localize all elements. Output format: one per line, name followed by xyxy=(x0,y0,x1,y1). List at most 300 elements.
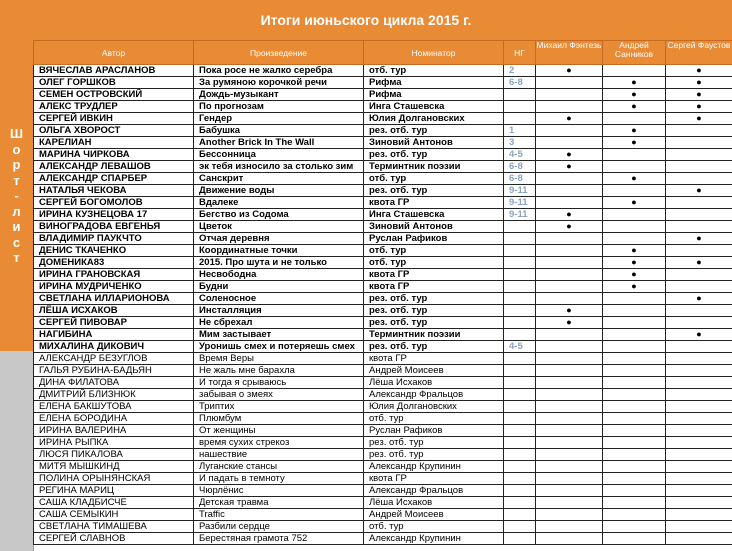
side-letter: Ш xyxy=(9,126,24,141)
empty-cell xyxy=(536,389,603,401)
empty-cell xyxy=(666,533,732,545)
author-cell: ВИНОГРАДОВА ЕВГЕНЬЯ xyxy=(34,221,194,233)
work-cell: Чюрлёнис xyxy=(194,485,364,497)
empty-cell xyxy=(603,437,666,449)
side-letter: л xyxy=(12,203,21,219)
nominator-cell: Лёша Исхаков xyxy=(364,497,504,509)
table-row xyxy=(34,221,732,233)
empty-cell xyxy=(666,377,732,389)
author-cell: ЛЮСЯ ПИКАЛОВА xyxy=(34,449,194,461)
nominator-cell: Юлия Долгановских xyxy=(364,113,504,125)
author-cell: ПОЛИНА ОРЫНЯНСКАЯ xyxy=(34,473,194,485)
work-cell: По прогнозам xyxy=(194,101,364,113)
empty-cell xyxy=(536,353,603,365)
juror3-mark: ● xyxy=(666,329,732,341)
table-row xyxy=(34,245,732,257)
nominator-cell: квота ГР xyxy=(364,473,504,485)
side-letter: и xyxy=(12,219,21,234)
juror2-mark xyxy=(603,341,666,353)
nominator-cell: Терминтник поэзии xyxy=(364,329,504,341)
author-cell: МИХАЛИНА ДИКОВИЧ xyxy=(34,341,194,353)
author-cell: АЛЕКС ТРУДЛЕР xyxy=(34,101,194,113)
empty-cell xyxy=(603,533,666,545)
work-cell: Берестяная грамота 752 xyxy=(194,533,364,545)
table-row xyxy=(34,461,732,473)
table-row xyxy=(34,521,732,533)
juror2-mark: ● xyxy=(603,281,666,293)
author-cell: НАГИБИНА xyxy=(34,329,194,341)
nominator-cell: квота ГР xyxy=(364,281,504,293)
author-cell: АЛЕКСАНДР ЛЕВАШОВ xyxy=(34,161,194,173)
author-cell: СВЕТЛАНА ТИМАШЕВА xyxy=(34,521,194,533)
empty-cell xyxy=(536,473,603,485)
table-row xyxy=(34,353,732,365)
author-cell: ДМИТРИЙ БЛИЗНЮК xyxy=(34,389,194,401)
author-cell: ОЛЕГ ГОРШКОВ xyxy=(34,77,194,89)
juror1-mark xyxy=(536,245,603,257)
nominator-cell: Терминтник поэзии xyxy=(364,161,504,173)
table-row xyxy=(34,449,732,461)
juror3-mark xyxy=(666,305,732,317)
ng-cell: 2 xyxy=(504,65,536,77)
nominator-cell: Александр Крупинин xyxy=(364,533,504,545)
nominator-cell: Андрей Моисеев xyxy=(364,365,504,377)
empty-cell xyxy=(536,461,603,473)
ng-cell xyxy=(504,305,536,317)
side-letter: т xyxy=(13,172,20,188)
juror2-mark: ● xyxy=(603,173,666,185)
juror3-mark xyxy=(666,137,732,149)
author-cell: РЕГИНА МАРИЦ xyxy=(34,485,194,497)
nominator-cell: Лёша Исхаков xyxy=(364,377,504,389)
table-row xyxy=(34,377,732,389)
table-row xyxy=(34,413,732,425)
ng-cell: 9-11 xyxy=(504,185,536,197)
juror3-mark: ● xyxy=(666,257,732,269)
author-cell: ИРИНА ГРАНОВСКАЯ xyxy=(34,269,194,281)
juror2-mark xyxy=(603,149,666,161)
juror3-mark xyxy=(666,149,732,161)
author-cell: СЕРГЕЙ СЛАВНОВ xyxy=(34,533,194,545)
author-cell: САША КЛАДБИСЧЕ xyxy=(34,497,194,509)
juror1-mark xyxy=(536,329,603,341)
col-juror2: Андрей Санников xyxy=(603,41,666,65)
juror3-mark: ● xyxy=(666,233,732,245)
short-list-label xyxy=(0,126,33,266)
empty-cell xyxy=(603,401,666,413)
nominator-cell: Зиновий Антонов xyxy=(364,221,504,233)
nominator-cell: рез. отб. тур xyxy=(364,125,504,137)
ng-cell xyxy=(504,317,536,329)
juror2-mark: ● xyxy=(603,77,666,89)
empty-cell xyxy=(666,497,732,509)
ng-cell: 4-5 xyxy=(504,149,536,161)
results-table xyxy=(33,40,732,545)
ng-cell xyxy=(504,257,536,269)
empty-cell xyxy=(536,377,603,389)
nominator-cell: Инга Сташевска xyxy=(364,101,504,113)
juror1-mark xyxy=(536,77,603,89)
table-row xyxy=(34,113,732,125)
author-cell: КАРЕЛИАН xyxy=(34,137,194,149)
work-cell: Гендер xyxy=(194,113,364,125)
work-cell: Цветок xyxy=(194,221,364,233)
ng-cell: 1 xyxy=(504,125,536,137)
juror1-mark: ● xyxy=(536,149,603,161)
juror3-mark: ● xyxy=(666,113,732,125)
table-row xyxy=(34,389,732,401)
empty-cell xyxy=(504,389,536,401)
empty-cell xyxy=(603,365,666,377)
empty-cell xyxy=(536,425,603,437)
empty-cell xyxy=(603,509,666,521)
juror3-mark xyxy=(666,341,732,353)
author-cell: НАТАЛЬЯ ЧЕКОВА xyxy=(34,185,194,197)
work-cell: Вдалеке xyxy=(194,197,364,209)
author-cell: ДОМЕНИКА83 xyxy=(34,257,194,269)
ng-cell xyxy=(504,221,536,233)
juror2-mark xyxy=(603,221,666,233)
col-ng: НГ xyxy=(504,41,536,65)
table-row xyxy=(34,173,732,185)
empty-cell xyxy=(603,461,666,473)
work-cell: Движение воды xyxy=(194,185,364,197)
juror3-mark xyxy=(666,317,732,329)
empty-cell xyxy=(504,521,536,533)
empty-cell xyxy=(603,473,666,485)
nominator-cell: рез. отб. тур xyxy=(364,317,504,329)
juror3-mark: ● xyxy=(666,65,732,77)
table-row xyxy=(34,125,732,137)
table-row xyxy=(34,425,732,437)
work-cell: Соленосное xyxy=(194,293,364,305)
author-cell: ИРИНА КУЗНЕЦОВА 17 xyxy=(34,209,194,221)
col-author: Автор xyxy=(34,41,194,65)
author-cell: АЛЕКСАНДР СПАРБЕР xyxy=(34,173,194,185)
empty-cell xyxy=(536,521,603,533)
juror3-mark xyxy=(666,161,732,173)
ng-cell xyxy=(504,101,536,113)
col-nominator: Номинатор xyxy=(364,41,504,65)
author-cell: СВЕТЛАНА ИЛЛАРИОНОВА xyxy=(34,293,194,305)
empty-cell xyxy=(666,473,732,485)
nominator-cell: квота ГР xyxy=(364,353,504,365)
nominator-cell: квота ГР xyxy=(364,269,504,281)
author-cell: ВЯЧЕСЛАВ АРАСЛАНОВ xyxy=(34,65,194,77)
nominator-cell: отб. тур xyxy=(364,413,504,425)
work-cell: Координатные точки xyxy=(194,245,364,257)
col-juror3: Сергей Фаустов xyxy=(666,41,732,65)
juror2-mark xyxy=(603,305,666,317)
ng-cell xyxy=(504,89,536,101)
work-cell: эк тебя износило за столько зим xyxy=(194,161,364,173)
juror2-mark: ● xyxy=(603,257,666,269)
ng-cell: 9-11 xyxy=(504,209,536,221)
table-row xyxy=(34,233,732,245)
ng-cell xyxy=(504,233,536,245)
nominator-cell: рез. отб. тур xyxy=(364,185,504,197)
work-cell: Не сбрехал xyxy=(194,317,364,329)
juror3-mark: ● xyxy=(666,89,732,101)
nominator-cell: рез. отб. тур xyxy=(364,149,504,161)
author-cell: ДИНА ФИЛАТОВА xyxy=(34,377,194,389)
author-cell: ЕЛЕНА БАКШУТОВА xyxy=(34,401,194,413)
empty-cell xyxy=(504,449,536,461)
empty-cell xyxy=(603,449,666,461)
juror1-mark: ● xyxy=(536,161,603,173)
table-row xyxy=(34,293,732,305)
juror3-mark xyxy=(666,209,732,221)
juror3-mark: ● xyxy=(666,77,732,89)
juror1-mark: ● xyxy=(536,209,603,221)
nominator-cell: рез. отб. тур xyxy=(364,293,504,305)
empty-cell xyxy=(666,401,732,413)
table-row xyxy=(34,89,732,101)
work-cell: Отчая деревня xyxy=(194,233,364,245)
table-row xyxy=(34,77,732,89)
empty-cell xyxy=(504,473,536,485)
empty-cell xyxy=(536,413,603,425)
empty-cell xyxy=(603,485,666,497)
empty-cell xyxy=(536,401,603,413)
empty-cell xyxy=(603,497,666,509)
author-cell: ИРИНА РЫПКА xyxy=(34,437,194,449)
author-cell: СЕРГЕЙ ИВКИН xyxy=(34,113,194,125)
work-cell: Бабушка xyxy=(194,125,364,137)
nominator-cell: рез. отб. тур xyxy=(364,341,504,353)
author-cell: АЛЕКСАНДР БЕЗУГЛОВ xyxy=(34,353,194,365)
table-row xyxy=(34,197,732,209)
table-row xyxy=(34,401,732,413)
empty-cell xyxy=(666,413,732,425)
table-row xyxy=(34,269,732,281)
work-cell: Дождь-музыкант xyxy=(194,89,364,101)
empty-cell xyxy=(666,437,732,449)
nominator-cell: Инга Сташевска xyxy=(364,209,504,221)
table-header xyxy=(34,41,732,65)
work-cell: Another Brick In The Wall xyxy=(194,137,364,149)
work-cell: Пока росе не жалко серебра xyxy=(194,65,364,77)
empty-cell xyxy=(536,485,603,497)
juror1-mark xyxy=(536,293,603,305)
nominator-cell: Зиновий Антонов xyxy=(364,137,504,149)
table-row xyxy=(34,137,732,149)
work-cell: Не жаль мне барахла xyxy=(194,365,364,377)
juror1-mark xyxy=(536,233,603,245)
juror2-mark xyxy=(603,65,666,77)
work-cell: За румяною корочкой речи xyxy=(194,77,364,89)
empty-cell xyxy=(536,437,603,449)
juror1-mark: ● xyxy=(536,221,603,233)
table-row xyxy=(34,209,732,221)
empty-cell xyxy=(603,413,666,425)
table-row xyxy=(34,365,732,377)
work-cell: И тогда я срываюсь xyxy=(194,377,364,389)
nominator-cell: Андрей Моисеев xyxy=(364,509,504,521)
juror2-mark xyxy=(603,233,666,245)
empty-cell xyxy=(666,425,732,437)
juror1-mark xyxy=(536,125,603,137)
work-cell: забывая о змеях xyxy=(194,389,364,401)
work-cell: Плюмбум xyxy=(194,413,364,425)
work-cell: Мим застывает xyxy=(194,329,364,341)
work-cell: И падать в темноту xyxy=(194,473,364,485)
table-row xyxy=(34,533,732,545)
ng-cell: 9-11 xyxy=(504,197,536,209)
empty-cell xyxy=(504,533,536,545)
work-cell: От женщины xyxy=(194,425,364,437)
juror2-mark: ● xyxy=(603,137,666,149)
nominator-cell: рез. отб. тур xyxy=(364,449,504,461)
juror2-mark xyxy=(603,209,666,221)
work-cell: Детская травма xyxy=(194,497,364,509)
juror1-mark xyxy=(536,257,603,269)
juror2-mark: ● xyxy=(603,269,666,281)
col-work: Произведение xyxy=(194,41,364,65)
side-letter: р xyxy=(12,157,21,172)
juror3-mark xyxy=(666,269,732,281)
nominator-cell: отб. тур xyxy=(364,245,504,257)
juror1-mark xyxy=(536,173,603,185)
empty-cell xyxy=(666,353,732,365)
author-cell: ИРИНА МУДРИЧЕНКО xyxy=(34,281,194,293)
table-row xyxy=(34,161,732,173)
page-title: Итоги июньского цикла 2015 г. xyxy=(0,0,732,41)
nominator-cell: отб. тур xyxy=(364,65,504,77)
juror3-mark: ● xyxy=(666,293,732,305)
empty-cell xyxy=(504,461,536,473)
nominator-cell: отб. тур xyxy=(364,173,504,185)
col-juror1: Михаил Фэнтезь xyxy=(536,41,603,65)
nominator-cell: Александр Крупинин xyxy=(364,461,504,473)
juror1-mark xyxy=(536,197,603,209)
juror1-mark xyxy=(536,269,603,281)
juror1-mark xyxy=(536,281,603,293)
juror2-mark xyxy=(603,185,666,197)
empty-cell xyxy=(536,449,603,461)
work-cell: Инсталляция xyxy=(194,305,364,317)
table-row xyxy=(34,509,732,521)
empty-cell xyxy=(536,533,603,545)
table-row xyxy=(34,317,732,329)
empty-cell xyxy=(504,509,536,521)
work-cell: Время Веры xyxy=(194,353,364,365)
empty-cell xyxy=(666,509,732,521)
empty-cell xyxy=(536,509,603,521)
table-row xyxy=(34,257,732,269)
juror2-mark: ● xyxy=(603,197,666,209)
juror3-mark xyxy=(666,221,732,233)
juror2-mark: ● xyxy=(603,125,666,137)
empty-cell xyxy=(536,497,603,509)
ng-cell: 4-5 xyxy=(504,341,536,353)
author-cell: СЕРГЕЙ ПИВОВАР xyxy=(34,317,194,329)
side-letter: о xyxy=(12,141,21,157)
empty-cell xyxy=(536,365,603,377)
juror3-mark xyxy=(666,125,732,137)
juror2-mark: ● xyxy=(603,89,666,101)
author-cell: МАРИНА ЧИРКОВА xyxy=(34,149,194,161)
juror2-mark: ● xyxy=(603,101,666,113)
ng-cell: 6-8 xyxy=(504,161,536,173)
nominator-cell: Руслан Рафиков xyxy=(364,425,504,437)
empty-cell xyxy=(666,449,732,461)
table-row xyxy=(34,65,732,77)
author-cell: ОЛЬГА ХВОРОСТ xyxy=(34,125,194,137)
table-row xyxy=(34,437,732,449)
work-cell: время сухих стрекоз xyxy=(194,437,364,449)
juror2-mark: ● xyxy=(603,245,666,257)
author-cell: СЕРГЕЙ БОГОМОЛОВ xyxy=(34,197,194,209)
empty-cell xyxy=(603,425,666,437)
nominator-cell: Рифма xyxy=(364,77,504,89)
table-row xyxy=(34,281,732,293)
ng-cell: 6-8 xyxy=(504,173,536,185)
empty-cell xyxy=(504,425,536,437)
work-cell: Traffic xyxy=(194,509,364,521)
long-list-sidebar xyxy=(0,351,34,551)
juror2-mark xyxy=(603,317,666,329)
empty-cell xyxy=(603,389,666,401)
nominator-cell: Юлия Долгановских xyxy=(364,401,504,413)
juror1-mark: ● xyxy=(536,317,603,329)
author-cell: МИТЯ МЫШКИНД xyxy=(34,461,194,473)
side-letter: с xyxy=(12,234,21,250)
ng-cell xyxy=(504,281,536,293)
ng-cell xyxy=(504,245,536,257)
table-row xyxy=(34,497,732,509)
nominator-cell: Руслан Рафиков xyxy=(364,233,504,245)
work-cell: Бессонница xyxy=(194,149,364,161)
juror2-mark xyxy=(603,113,666,125)
work-cell: Санскрит xyxy=(194,173,364,185)
empty-cell xyxy=(504,437,536,449)
table-row xyxy=(34,341,732,353)
work-cell: Будни xyxy=(194,281,364,293)
table-row xyxy=(34,473,732,485)
table-row xyxy=(34,305,732,317)
empty-cell xyxy=(504,377,536,389)
juror1-mark xyxy=(536,89,603,101)
author-cell: ИРИНА ВАЛЕРИНА xyxy=(34,425,194,437)
empty-cell xyxy=(666,365,732,377)
juror2-mark xyxy=(603,161,666,173)
juror1-mark xyxy=(536,185,603,197)
work-cell: нашествие xyxy=(194,449,364,461)
juror3-mark: ● xyxy=(666,101,732,113)
ng-cell: 3 xyxy=(504,137,536,149)
author-cell: ДЕНИС ТКАЧЕНКО xyxy=(34,245,194,257)
ng-cell xyxy=(504,293,536,305)
author-cell: ВЛАДИМИР ПАУКЧТО xyxy=(34,233,194,245)
table-row xyxy=(34,101,732,113)
nominator-cell: квота ГР xyxy=(364,197,504,209)
nominator-cell: отб. тур xyxy=(364,257,504,269)
nominator-cell: отб. тур xyxy=(364,521,504,533)
nominator-cell: Рифма xyxy=(364,89,504,101)
nominator-cell: Александр Фральцов xyxy=(364,485,504,497)
nominator-cell: рез. отб. тур xyxy=(364,305,504,317)
work-cell: Бегство из Содома xyxy=(194,209,364,221)
work-cell: Несвободна xyxy=(194,269,364,281)
empty-cell xyxy=(666,389,732,401)
empty-cell xyxy=(603,521,666,533)
juror1-mark xyxy=(536,341,603,353)
work-cell: Триптих xyxy=(194,401,364,413)
juror1-mark: ● xyxy=(536,113,603,125)
ng-cell: 6-8 xyxy=(504,77,536,89)
table-row xyxy=(34,149,732,161)
